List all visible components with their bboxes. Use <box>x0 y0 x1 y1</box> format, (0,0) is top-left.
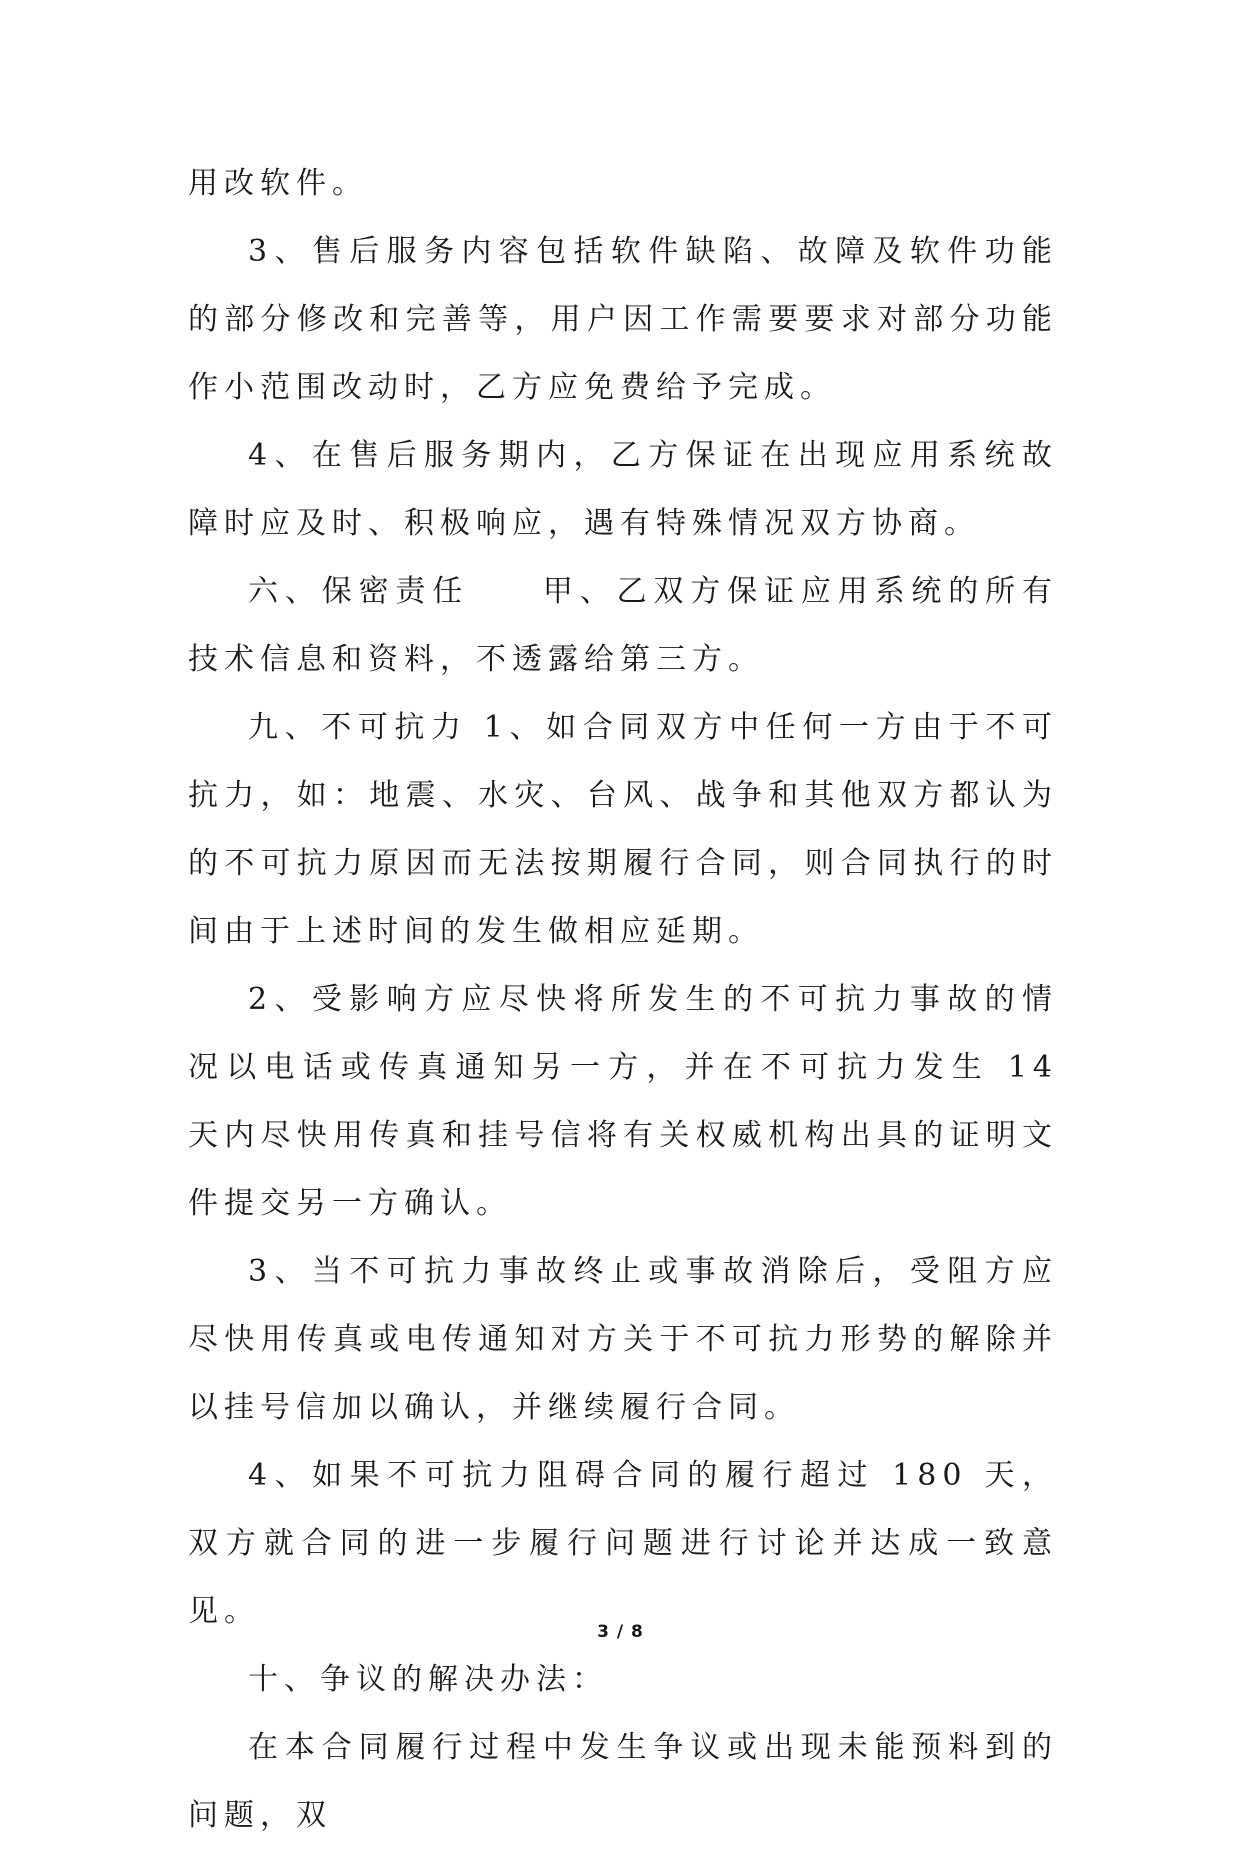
document-body <box>188 150 1058 1850</box>
paragraph-force-majeure-4: 4、如果不可抗力阻碍合同的履行超过 180 天，双方就合同的进一步履行问题进行讨论并达成一致意见。 <box>188 1458 1058 1629</box>
paragraph-dispute-resolution: 在本合同履行过程中发生争议或出现未能预料到的问题，双 <box>188 1730 1058 1833</box>
paragraph-force-majeure-2: 2、受影响方应尽快将所发生的不可抗力事故的情况以电话或传真通知另一方，并在不可抗力发生 14 天内尽快用传真和挂号信将有关权威机构出具的证明文件提交另一方确认。 <box>188 982 1058 1221</box>
page-number: 3 / 8 <box>597 1622 644 1642</box>
paragraph-continuation: 用改软件。 <box>188 166 368 201</box>
paragraph-force-majeure-3: 3、当不可抗力事故终止或事故消除后，受阻方应尽快用传真或电传通知对方关于不可抗力形势的解除并以挂号信加以确认，并继续履行合同。 <box>188 1254 1058 1425</box>
section-heading-dispute: 十、争议的解决办法： <box>248 1662 608 1697</box>
paragraph-confidentiality: 六、保密责任 甲、乙双方保证应用系统的所有技术信息和资料，不透露给第三方。 <box>188 574 1058 677</box>
paragraph-after-sales-content: 3、售后服务内容包括软件缺陷、故障及软件功能的部分修改和完善等，用户因工作需要要求对部分功能作小范围改动时，乙方应免费给予完成。 <box>188 234 1058 405</box>
paragraph-force-majeure-1: 九、不可抗力 1、如合同双方中任何一方由于不可抗力，如：地震、水灾、台风、战争和其他双方都认为的不可抗力原因而无法按期履行合同，则合同执行的时间由于上述时间的发生做相应延期。 <box>188 710 1058 949</box>
paragraph-after-sales-response: 4、在售后服务期内，乙方保证在出现应用系统故障时应及时、积极响应，遇有特殊情况双方协商。 <box>188 438 1058 541</box>
